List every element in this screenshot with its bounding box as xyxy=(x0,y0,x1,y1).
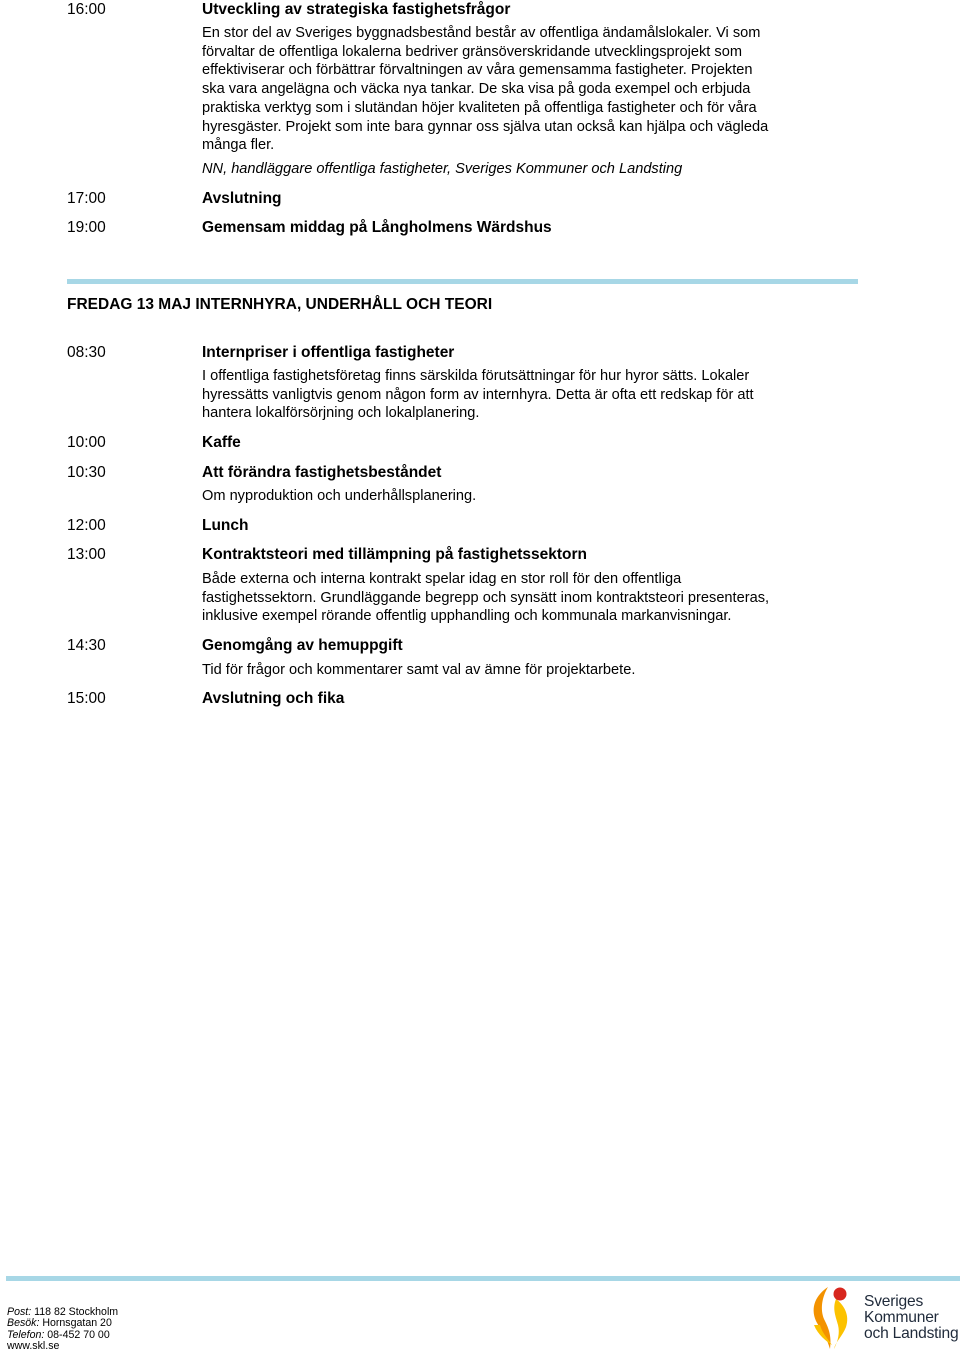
footer-phone-value: 08-452 70 00 xyxy=(47,1328,110,1341)
agenda-description xyxy=(202,24,842,155)
section-divider xyxy=(67,279,858,284)
agenda-description xyxy=(202,487,842,506)
agenda-title: Kontraktsteori med tillämpning på fastighetssektorn xyxy=(202,546,587,563)
agenda-time: 13:00 xyxy=(67,546,106,563)
agenda-title: Avslutning och fika xyxy=(202,690,345,707)
skl-logo xyxy=(806,1285,960,1351)
description-line: effektiviserar och förbättrar förvaltningen av våra gemensamma fastigheter. Projekten xyxy=(202,62,753,79)
agenda-title: Avslutning xyxy=(202,190,282,207)
description-line: En stor del av Sveriges byggnadsbestånd består av offentliga ändamålslokaler. Vi som xyxy=(202,25,761,41)
agenda-time: 12:00 xyxy=(67,517,106,534)
agenda-time: 17:00 xyxy=(67,190,106,207)
agenda-title: Utveckling av strategiska fastighetsfrågor xyxy=(202,1,511,18)
description-line: förvaltar de offentliga lokalerna bedriver gränsöverskridande utvecklingsprojekt som xyxy=(202,43,742,60)
footer-website-link[interactable]: www.skl.se xyxy=(7,1340,60,1353)
agenda-title: Kaffe xyxy=(202,434,241,451)
description-line: hyresgäster. Projekt som inte bara gynnar oss själva utan också kan hjälpa och vägleda xyxy=(202,118,769,135)
agenda-title: Internpriser i offentliga fastigheter xyxy=(202,344,455,361)
description-line: inklusive exempel rörande offentlig upphandling och kommunala markanvisningar. xyxy=(202,608,732,625)
agenda-description xyxy=(202,367,842,423)
description-line: Både externa och interna kontrakt spelar idag en stor roll för den offentliga xyxy=(202,571,682,587)
agenda-title: Lunch xyxy=(202,517,249,534)
description-line: många fler. xyxy=(202,137,275,154)
footer-visit-label: Besök: xyxy=(7,1317,40,1330)
agenda-time: 08:30 xyxy=(67,344,106,361)
agenda-time: 14:30 xyxy=(67,637,106,654)
agenda-time: 10:00 xyxy=(67,434,106,451)
footer-post-label: Post: xyxy=(7,1306,32,1318)
day-heading: FREDAG 13 MAJ INTERNHYRA, UNDERHÅLL OCH TEORI xyxy=(67,296,493,313)
description-line: praktiska verktyg som i slutändan höjer kvaliteten på offentliga fastigheter och för våra xyxy=(202,99,757,116)
agenda-time: 15:00 xyxy=(67,690,106,707)
logo-line: och Landsting xyxy=(864,1325,959,1342)
logo-line: Kommuner xyxy=(864,1309,939,1326)
description-line: Om nyproduktion och underhållsplanering. xyxy=(202,488,477,504)
skl-emblem-icon xyxy=(806,1285,862,1351)
footer-divider xyxy=(6,1276,960,1281)
footer-phone-label: Telefon: xyxy=(7,1328,45,1341)
agenda-time: 19:00 xyxy=(67,219,106,236)
footer-post-value: 118 82 Stockholm xyxy=(34,1306,119,1318)
footer-address xyxy=(7,1307,118,1353)
description-line: fastighetssektorn. Grundläggande begrepp och synsätt inom kontraktsteori presenteras, xyxy=(202,589,770,606)
agenda-title: Gemensam middag på Långholmens Wärdshus xyxy=(202,219,552,236)
agenda-description xyxy=(202,661,842,680)
agenda-description xyxy=(202,570,842,626)
agenda-title: Att förändra fastighetsbeståndet xyxy=(202,464,442,481)
description-line: Tid för frågor och kommentarer samt val av ämne för projektarbete. xyxy=(202,662,636,678)
description-line: hantera lokalförsörjning och lokalplanering. xyxy=(202,405,480,422)
description-line: hyressätts vanligtvis genom någon form av internhyra. Detta är ofta ett redskap för att xyxy=(202,386,754,403)
agenda-time: 10:30 xyxy=(67,464,106,481)
agenda-title: Genomgång av hemuppgift xyxy=(202,637,403,654)
footer-visit-value: Hornsgatan 20 xyxy=(42,1317,112,1330)
speaker-credit: NN, handläggare offentliga fastigheter, Sveriges Kommuner och Landsting xyxy=(202,161,683,177)
logo-line: Sveriges xyxy=(864,1293,924,1310)
description-line: ska vara angelägna och väcka nya tankar. De ska visa på goda exempel och erbjuda xyxy=(202,81,751,98)
description-line: I offentliga fastighetsföretag finns särskilda förutsättningar för hur hyror sätts. Lokaler xyxy=(202,368,750,384)
skl-logo-text xyxy=(864,1294,959,1342)
agenda-time: 16:00 xyxy=(67,1,106,18)
